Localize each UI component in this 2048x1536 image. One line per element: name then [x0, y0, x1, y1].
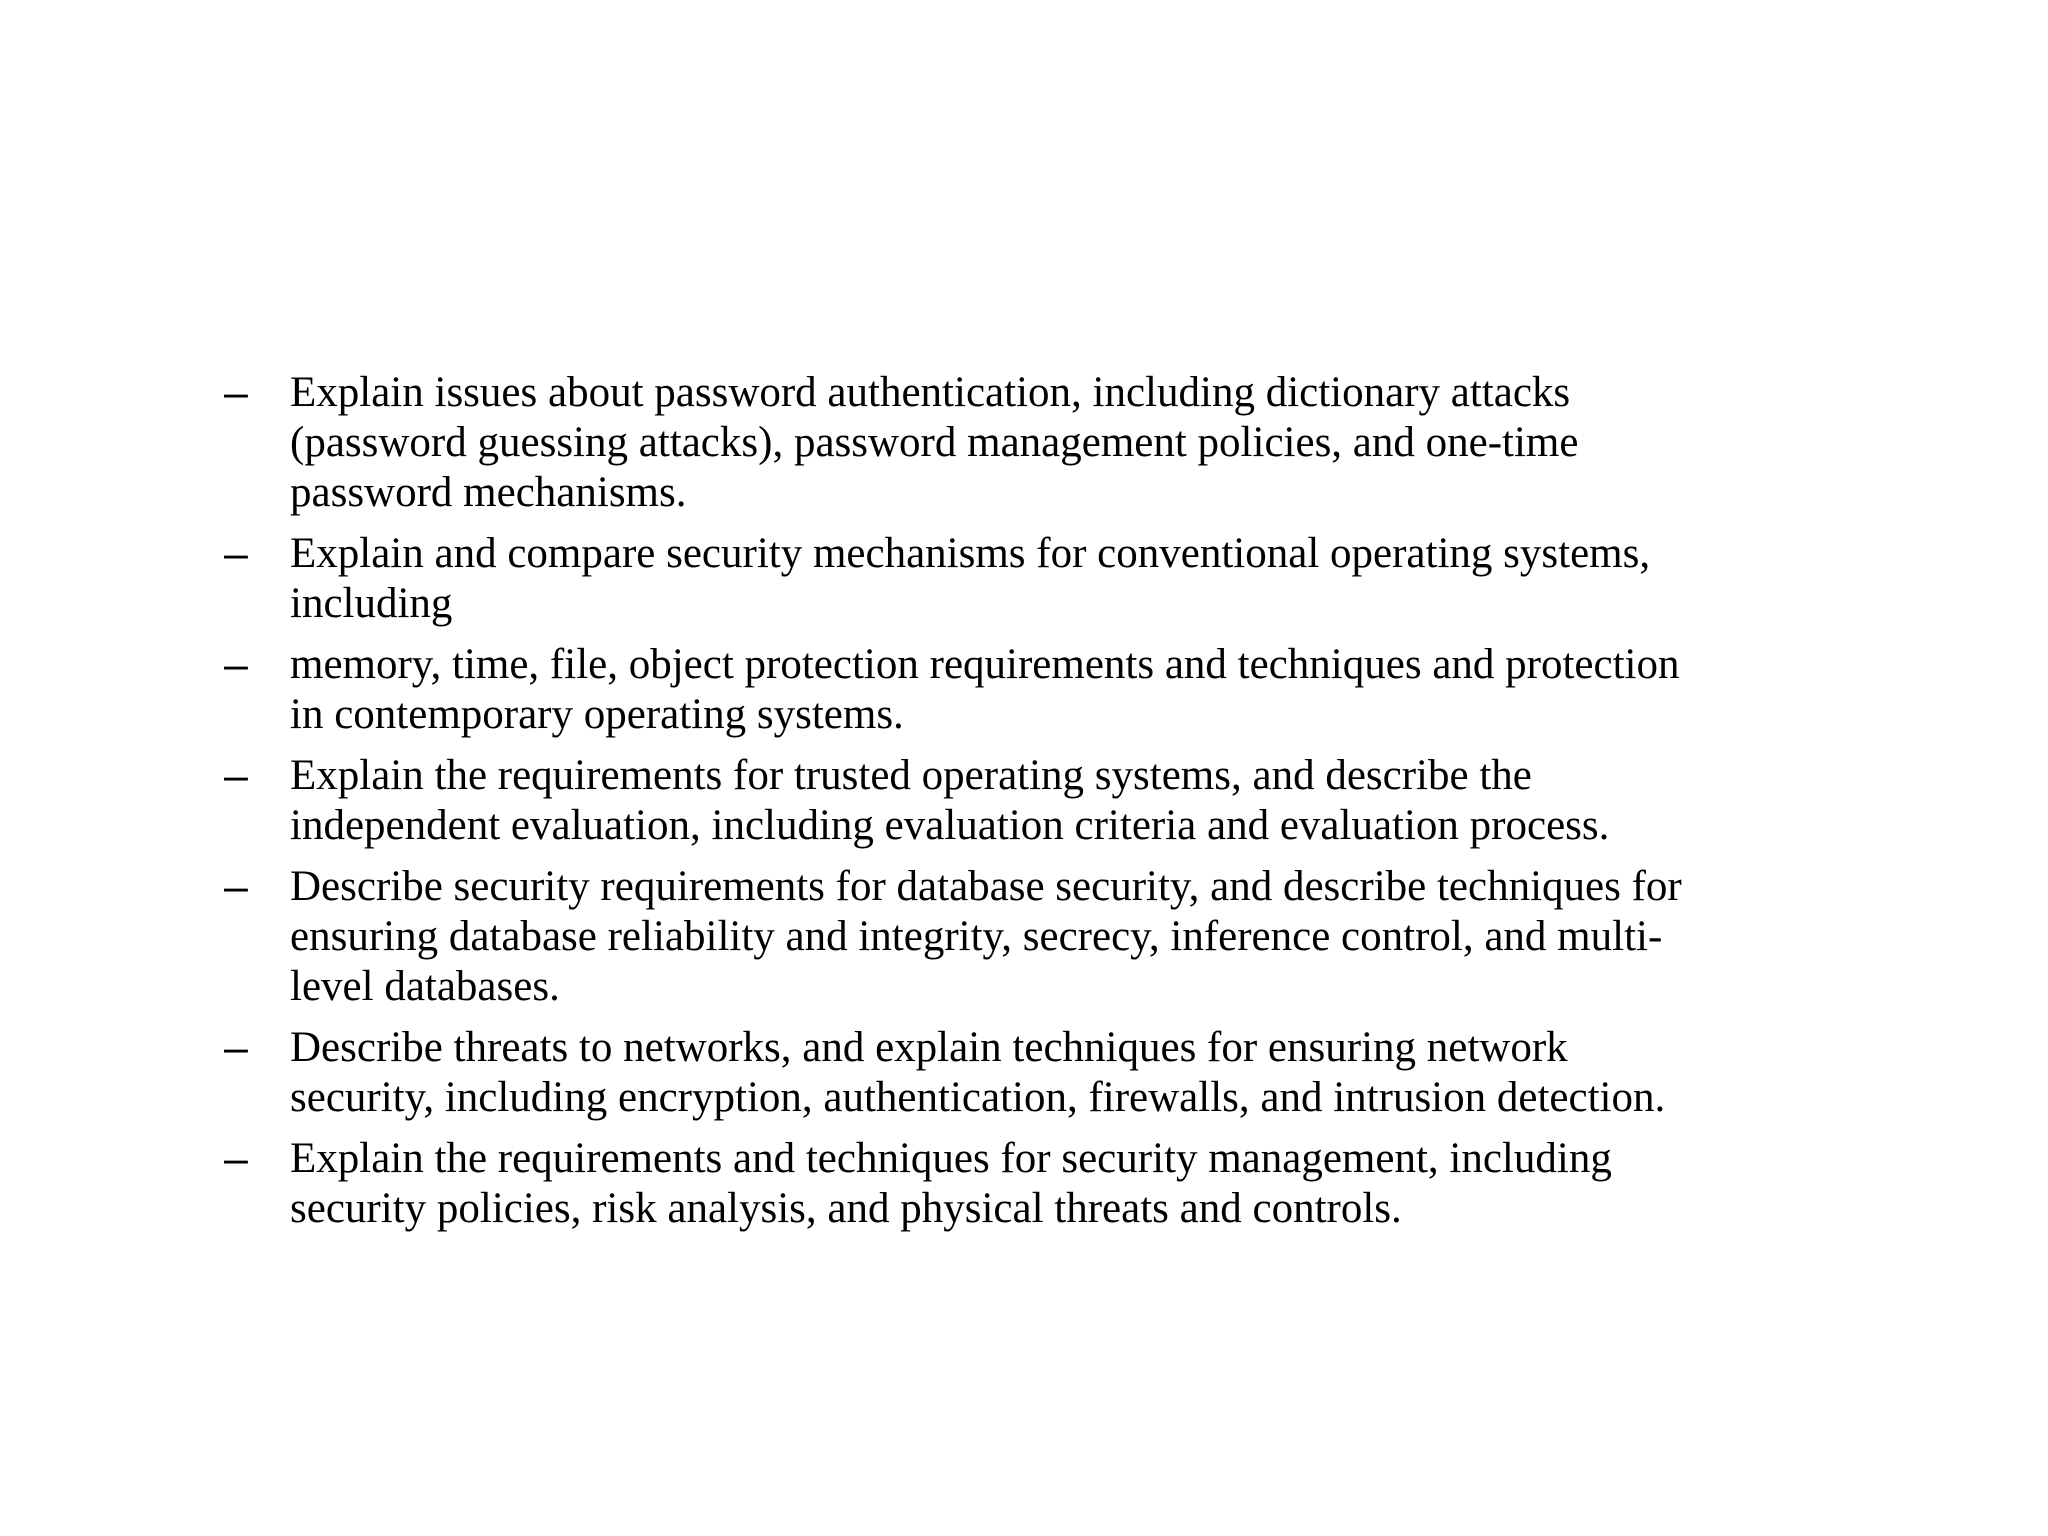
- bullet-line: independent evaluation, including evaluation criteria and evaluation process.: [290, 802, 1610, 849]
- bullet-item-4: [220, 751, 1940, 851]
- bullet-item-6: [220, 1023, 1940, 1123]
- bullet-item-2: [220, 529, 1940, 629]
- bullet-item-5: [220, 862, 1940, 1012]
- dash-bullet-icon: –: [224, 1024, 248, 1072]
- dash-bullet-icon: –: [224, 752, 248, 800]
- bullet-line: memory, time, file, object protection requirements and techniques and protection: [290, 641, 1680, 688]
- objectives-bullet-list: [220, 368, 1940, 1245]
- bullet-line: ensuring database reliability and integrity, secrecy, inference control, and multi-: [290, 913, 1663, 960]
- bullet-item-1: [220, 368, 1940, 518]
- bullet-line: security policies, risk analysis, and physical threats and controls.: [290, 1185, 1402, 1232]
- bullet-line: security, including encryption, authentication, firewalls, and intrusion detection.: [290, 1074, 1666, 1121]
- bullet-line: in contemporary operating systems.: [290, 691, 904, 738]
- bullet-line: password mechanisms.: [290, 469, 687, 516]
- bullet-line: Explain issues about password authentication, including dictionary attacks: [290, 369, 1571, 416]
- bullet-line: Explain the requirements for trusted operating systems, and describe the: [290, 752, 1532, 799]
- bullet-line: Explain the requirements and techniques for security management, including: [290, 1135, 1612, 1182]
- bullet-line: level databases.: [290, 963, 560, 1010]
- bullet-line: Explain and compare security mechanisms for conventional operating systems,: [290, 530, 1651, 577]
- dash-bullet-icon: –: [224, 863, 248, 911]
- bullet-item-3: [220, 640, 1940, 740]
- bullet-line: (password guessing attacks), password management policies, and one-time: [290, 419, 1579, 466]
- bullet-line: Describe security requirements for database security, and describe techniques for: [290, 863, 1682, 910]
- dash-bullet-icon: –: [224, 641, 248, 689]
- dash-bullet-icon: –: [224, 530, 248, 578]
- dash-bullet-icon: –: [224, 1135, 248, 1183]
- bullet-line: Describe threats to networks, and explain techniques for ensuring network: [290, 1024, 1568, 1071]
- bullet-line: including: [290, 580, 453, 627]
- bullet-item-7: [220, 1134, 1940, 1234]
- dash-bullet-icon: –: [224, 369, 248, 417]
